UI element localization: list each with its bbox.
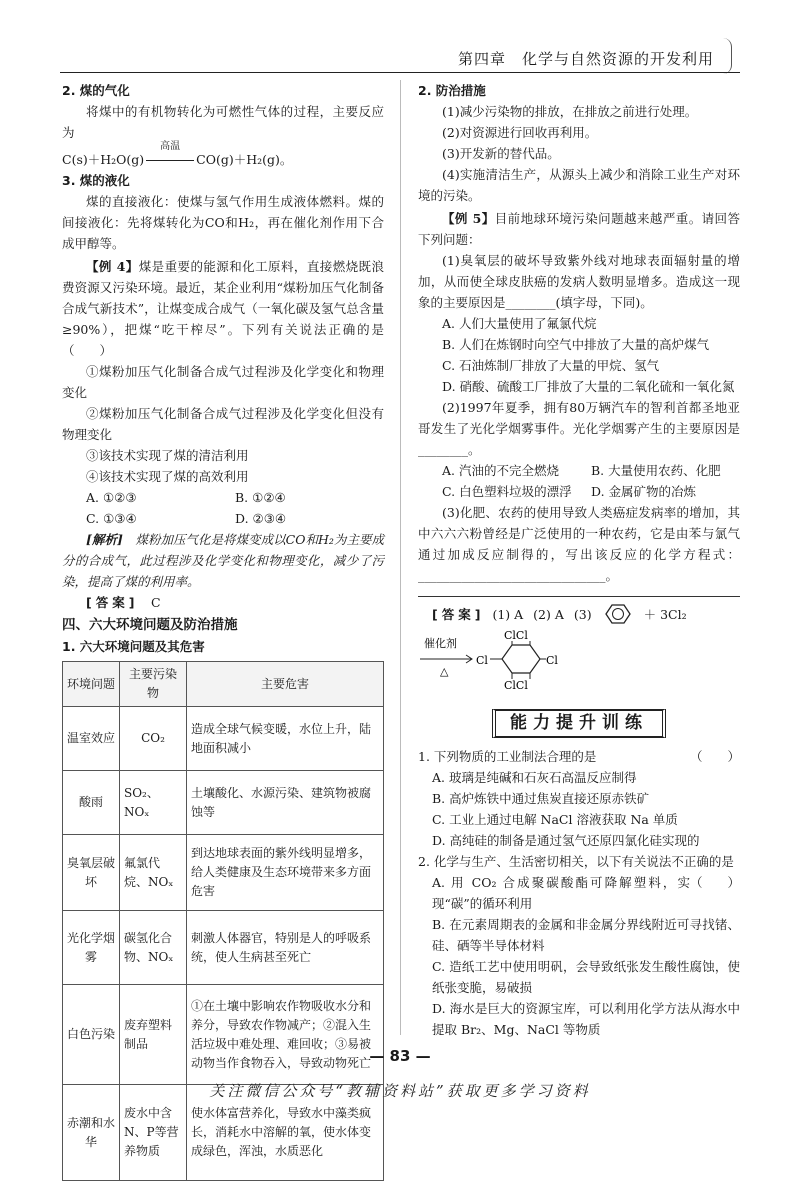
answer-chlorine-reagent: ＋ 3Cl₂ xyxy=(643,606,687,622)
table-cell: 废弃塑料制品 xyxy=(120,985,187,1085)
example-4-stem: 【例 4】煤是重要的能源和化工原料，直接燃烧既浪费资源又污染环境。最近，某企业利用“煤粉加压气化制备合成气新技术”，让煤变成合成气（一氧化碳及氢气总含量≥90%），把煤“吃干榨尽”。下列有关说法正确的是 （ ） xyxy=(62,259,410,358)
answer-1: (1) A xyxy=(492,606,524,622)
example-5-label: 【例 5】 xyxy=(442,211,495,226)
table-cell: 使水体富营养化，导致水中藻类疯长，消耗水中溶解的氧，使水体变成绿色，浑浊，水质恶化 xyxy=(187,1085,384,1181)
table-row xyxy=(63,985,384,1085)
quiz-question-1: 1. 下列物质的工业制法合理的是 （ ） xyxy=(418,746,740,767)
example-4-statement-1: ①煤粉加压气化制备合成气过程涉及化学变化和物理变化 xyxy=(62,364,384,400)
equation-left: C(s)＋H₂O(g) xyxy=(62,152,145,167)
table-cell: 光化学烟雾 xyxy=(63,911,120,985)
example-4-option-d: D. ②③④ xyxy=(235,511,287,526)
page-header xyxy=(0,48,800,72)
prevention-heading: 2. 防治措施 xyxy=(418,83,486,98)
quiz-q1-option-c: C. 工业上通过电解 NaCl 溶液获取 Na 单质 xyxy=(432,812,678,827)
example-5-stem: 【例 5】目前地球环境污染问题越来越严重。请回答下列问题： xyxy=(418,211,740,247)
quiz-q2-option-d: D. 海水是巨大的资源宝库，可以利用化学方法从海水中提取 Br₂、Mg、NaCl 等物质 xyxy=(432,1001,740,1037)
table-cell: 温室效应 xyxy=(63,707,120,771)
prevention-item: (2)对资源进行回收再利用。 xyxy=(442,125,598,140)
footer-notice: 关注微信公众号“教辅资料站”获取更多学习资料 xyxy=(209,1082,591,1100)
equation-right: CO(g)＋H₂(g)。 xyxy=(196,152,293,167)
quiz-q1-option-b: B. 高炉炼铁中通过焦炭直接还原赤铁矿 xyxy=(432,791,650,806)
header-rule xyxy=(60,72,740,73)
example-5-question-1: (1)臭氧层的破坏导致紫外线对地球表面辐射量的增加，从而使全球皮肤癌的发病人数明显增多。造成这一现象的主要原因是________(填字母，下同)。 xyxy=(418,253,740,310)
equation-arrow xyxy=(144,141,196,170)
table-cell: 氟氯代烷、NOₓ xyxy=(120,835,187,911)
table-cell: 赤潮和水华 xyxy=(63,1085,120,1181)
example-5-q1-option-b: B. 人们在炼钢时向空气中排放了大量的高炉煤气 xyxy=(442,337,710,352)
header-ornament xyxy=(723,38,732,74)
table-cell: ①在土壤中影响农作物吸收水分和养分，导致农作物减产；②混入生活垃圾中难处理、难回收；③易被动物当作食物吞入，导致动物死亡 xyxy=(187,985,384,1085)
table-cell: CO₂ xyxy=(120,707,187,771)
table-cell: 废水中含N、P等营养物质 xyxy=(120,1085,187,1181)
table-cell: 到达地球表面的紫外线明显增多，给人类健康及生态环境带来多方面危害 xyxy=(187,835,384,911)
example-4-options-row-2 xyxy=(62,508,384,529)
table-cell: 酸雨 xyxy=(63,771,120,835)
example-5-question-2: (2)1997年夏季，拥有80万辆汽车的智利首都圣地亚哥发生了光化学烟雾事件。光化学烟雾产生的主要原因是________。 xyxy=(418,400,740,457)
cl-label: Cl xyxy=(546,654,558,667)
cl-label: Cl xyxy=(476,654,488,667)
cl-label: ClCl xyxy=(504,679,528,692)
page-number: — 83 — xyxy=(369,1047,431,1065)
table-header-cell: 主要危害 xyxy=(187,662,384,707)
example-5-q2-option-b: B. 大量使用农药、化肥 xyxy=(591,463,721,478)
example-5-q2-option-a: A. 汽油的不完全燃烧 xyxy=(442,463,559,478)
example-5-question-3: (3)化肥、农药的使用导致人类癌症发病率的增加，其中六六六粉曾经是广泛使用的一种农药，它是由苯与氯气通过加成反应制得的，写出该反应的化学方程式：______________________________。 xyxy=(418,505,740,583)
table-row xyxy=(63,771,384,835)
example-5-q1-option-a: A. 人们大量使用了氟氯代烷 xyxy=(442,316,597,331)
table-header-cell: 环境问题 xyxy=(63,662,120,707)
example-5-q2-option-d: D. 金属矿物的冶炼 xyxy=(591,484,697,499)
answer-2: (2) A xyxy=(533,606,564,622)
benzene-ring-icon xyxy=(598,603,638,625)
liquefaction-heading: 3. 煤的液化 xyxy=(62,173,130,188)
table-cell: 刺激人体器官，特别是人的呼吸系统，使人生病甚至死亡 xyxy=(187,911,384,985)
answer-parenthesis: （ ） xyxy=(689,875,740,890)
example-4-statement-3: ③该技术实现了煤的清洁利用 xyxy=(86,448,249,463)
table-cell: 造成全球气候变暖，水位上升，陆地面积减小 xyxy=(187,707,384,771)
table-header-row xyxy=(63,662,384,707)
example-5-q2-options-row-2 xyxy=(418,481,740,502)
quiz-q2-option-b: B. 在元素周期表的金属和非金属分界线附近可寻找锗、硅、硒等半导体材料 xyxy=(432,917,740,953)
example-4-answer: [答案] C xyxy=(86,595,161,610)
example-4-option-c: C. ①③④ xyxy=(86,511,137,526)
right-column xyxy=(418,80,740,1040)
table-row xyxy=(63,911,384,985)
quiz-q2-option-a: A. 用 CO₂ 合成聚碳酸酯可降解塑料，实现“碳”的循环利用 xyxy=(432,875,690,911)
gasification-body: 将煤中的有机物转化为可燃性气体的过程，主要反应为 xyxy=(62,104,384,140)
quiz-question-2: 2. 化学与生产、生活密切相关，以下有关说法不正确的是 （ ） xyxy=(418,851,740,872)
answer-label: [答案] xyxy=(432,606,485,622)
example-4-options-row-1 xyxy=(62,487,384,508)
table-row xyxy=(63,835,384,911)
environment-problems-table xyxy=(62,661,384,1181)
heat-label: △ xyxy=(440,665,449,678)
equation-condition: 高温 xyxy=(160,141,181,152)
hexachlorocyclohexane-product xyxy=(418,625,740,695)
table-cell: 碳氢化合物、NOₓ xyxy=(120,911,187,985)
example-5-q2-option-c: C. 白色塑料垃圾的漂浮 xyxy=(442,484,572,499)
answer-parenthesis: （ ） xyxy=(689,749,740,764)
chapter-title: 第四章 化学与自然资源的开发利用 xyxy=(457,50,714,68)
quiz-q1-option-d: D. 高纯硅的制备是通过氢气还原四氯化硅实现的 xyxy=(432,833,700,848)
gasification-heading: 2. 煤的气化 xyxy=(62,83,130,98)
prevention-item: (1)减少污染物的排放，在排放之前进行处理。 xyxy=(442,104,698,119)
answer-3: (3) xyxy=(573,606,592,622)
gasification-equation xyxy=(62,141,384,170)
example-4-statement-4: ④该技术实现了煤的高效利用 xyxy=(86,469,249,484)
prevention-item: (3)开发新的替代品。 xyxy=(442,146,560,161)
catalyst-label: 催化剂 xyxy=(424,637,457,650)
table-row xyxy=(63,707,384,771)
table-cell: 臭氧层破坏 xyxy=(63,835,120,911)
example-4-label: 【例 4】 xyxy=(86,259,139,274)
example-4-statement-2: ②煤粉加压气化制备合成气过程涉及化学变化但没有物理变化 xyxy=(62,406,384,442)
example-5-q1-option-c: C. 石油炼制厂排放了大量的甲烷、氢气 xyxy=(442,358,660,373)
liquefaction-body: 煤的直接液化：使煤与氢气作用生成液体燃料。煤的间接液化：先将煤转化为CO和H₂，再在催化剂作用下合成甲醇等。 xyxy=(62,194,384,251)
example-4-option-b: B. ①②④ xyxy=(235,490,286,505)
prevention-item: (4)实施清洁生产，从源头上减少和消除工业生产对环境的污染。 xyxy=(418,167,740,203)
example-5-answer xyxy=(418,596,740,625)
example-4-explanation: [解析] 煤粉加压气化是将煤变成以CO和H₂为主要成分的合成气，此过程涉及化学变化和物理变化，减少了污染，提高了煤的利用率。 xyxy=(62,532,384,589)
subsection-1-heading: 1. 六大环境问题及其危害 xyxy=(62,639,205,654)
column-divider xyxy=(400,80,401,1035)
example-5-q2-options-row-1 xyxy=(418,460,740,481)
quiz-q1-option-a: A. 玻璃是纯碱和石灰石高温反应制得 xyxy=(432,770,637,785)
example-4-option-a: A. ①②③ xyxy=(86,490,137,505)
section-banner: 能力提升训练 xyxy=(418,709,740,738)
table-cell: 土壤酸化、水源污染、建筑物被腐蚀等 xyxy=(187,771,384,835)
table-cell: 白色污染 xyxy=(63,985,120,1085)
quiz-q2-option-c: C. 造纸工艺中使用明矾，会导致纸张发生酸性腐蚀，使纸张变脆，易破损 xyxy=(432,959,740,995)
example-5-q1-option-d: D. 硝酸、硫酸工厂排放了大量的二氧化硫和一氧化氮 xyxy=(442,379,735,394)
table-header-cell: 主要污染物 xyxy=(120,662,187,707)
cl-label: ClCl xyxy=(504,629,528,642)
table-cell: SO₂、NOₓ xyxy=(120,771,187,835)
section-4-heading: 四、六大环境问题及防治措施 xyxy=(62,617,238,633)
